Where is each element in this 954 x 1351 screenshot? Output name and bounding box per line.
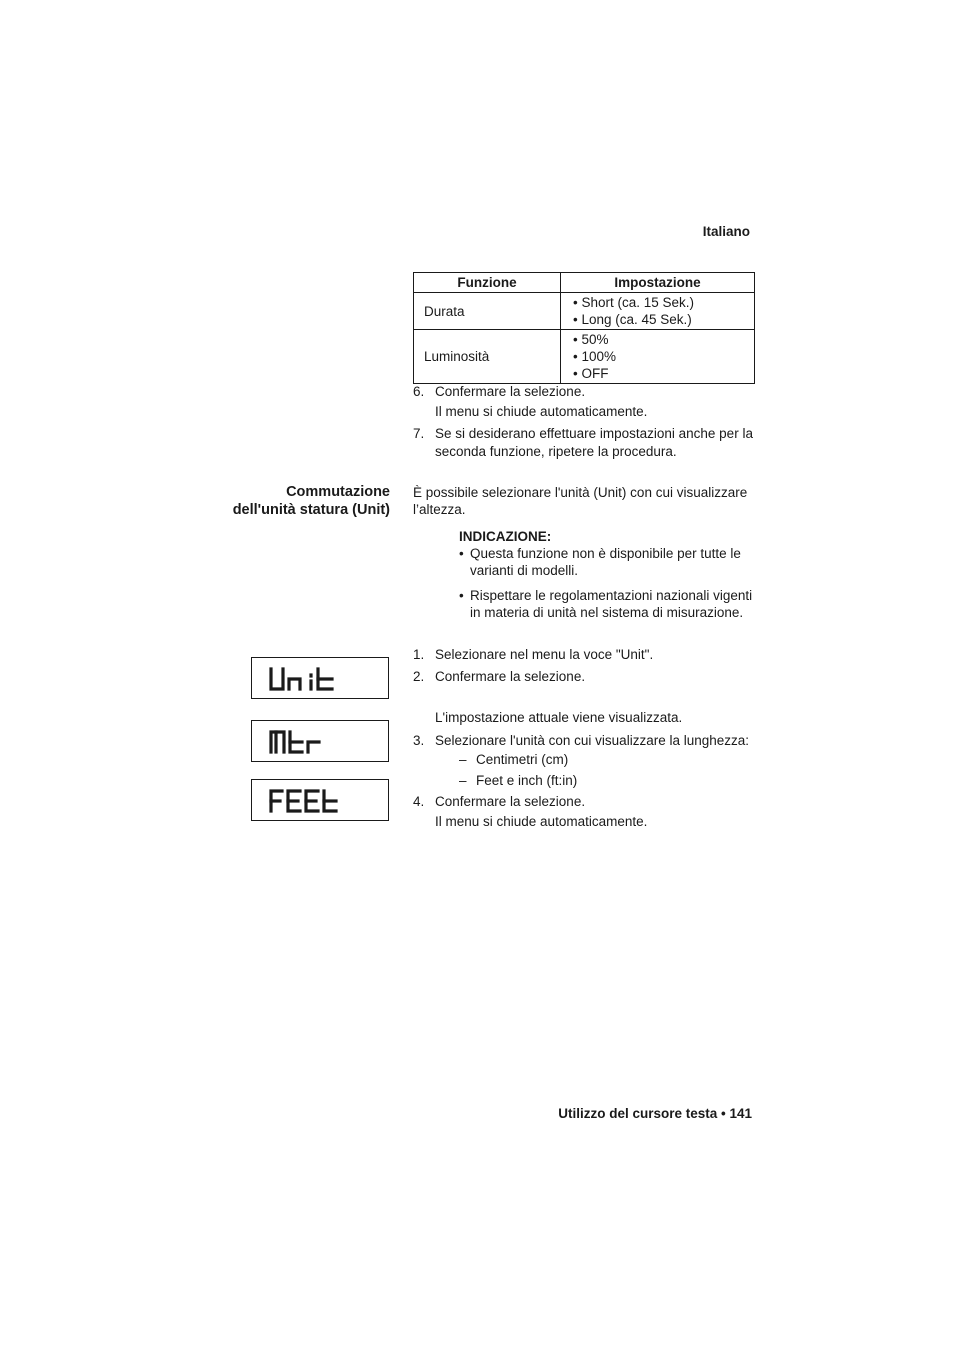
option-item: • 100% [573,349,617,364]
section-title-line1: Commutazione [286,484,390,500]
step-text: Confermare la selezione. [435,794,586,809]
step-text: Se si desiderano effettuare impostazioni anche per la seconda funzione, ripetere la procedura. [435,426,753,459]
step-b1 [413,646,758,664]
table-cell-options [561,330,755,384]
section-title [200,483,390,519]
unit-option [459,751,568,768]
lcd-unit-graphic [252,658,388,698]
step-7 [413,425,758,460]
bullet-icon: • [459,546,464,561]
language-label: Italiano [702,224,750,239]
step-number: 7. [413,426,425,441]
step-text: Confermare la selezione. [435,669,586,684]
step-b4 [413,793,758,830]
table-row [414,293,755,330]
settings-table [413,272,755,384]
section-intro: È possibile selezionare l'unità (Unit) con cui visualizzare l’altezza. [413,485,748,517]
step-text: Confermare la selezione. [435,384,586,399]
lcd-mtr-graphic [252,721,388,761]
option-item: • 50% [573,332,609,347]
table-header-row [414,273,755,293]
step-b-result [413,709,758,727]
note-bullet-text: Rispettare le regolamentazioni nazionali vigenti in materia di unità nel sistema di misurazione. [470,588,753,620]
lcd-display-feet [251,779,389,821]
lcd-display-mtr [251,720,389,762]
table-row [414,330,755,384]
step-number: 6. [413,384,425,399]
step-6 [413,383,758,420]
step-number: 4. [413,794,425,809]
lcd-display-unit [251,657,389,699]
note-heading: INDICAZIONE: [459,529,552,544]
table-header-setting: Impostazione [561,273,755,293]
dash-icon: – [459,773,467,788]
step-text: L'impostazione attuale viene visualizzata. [435,710,683,725]
option-item: • OFF [573,366,609,381]
step-subtext: Il menu si chiude automaticamente. [435,813,648,829]
step-b3 [413,732,758,750]
unit-option-text: Feet e inch (ft:in) [476,773,578,788]
step-text: Selezionare l'unità con cui visualizzare la lunghezza: [435,733,750,748]
option-item: • Long (ca. 45 Sek.) [573,312,692,327]
table-cell-function: Luminosità [414,330,561,384]
table-header-function: Funzione [414,273,561,293]
option-item: • Short (ca. 15 Sek.) [573,295,695,310]
step-number: 1. [413,647,425,662]
note-bullet-text: Questa funzione non è disponibile per tutte le varianti di modelli. [470,546,741,578]
bullet-icon: • [459,588,464,603]
dash-icon: – [459,752,467,767]
note-bullet [459,588,759,621]
lcd-feet-graphic [252,780,388,820]
section-title-line2: dell'unità statura (Unit) [232,502,390,518]
step-subtext: Il menu si chiude automaticamente. [435,403,648,419]
note-bullet [459,546,759,579]
step-number: 2. [413,669,425,684]
step-text: Selezionare nel menu la voce "Unit". [435,647,654,662]
unit-option [459,772,577,789]
unit-option-text: Centimetri (cm) [476,752,569,767]
table-cell-options [561,293,755,330]
step-number: 3. [413,733,425,748]
step-b2 [413,668,758,686]
page-footer: Utilizzo del cursore testa • 141 [558,1106,752,1121]
table-cell-function: Durata [414,293,561,330]
